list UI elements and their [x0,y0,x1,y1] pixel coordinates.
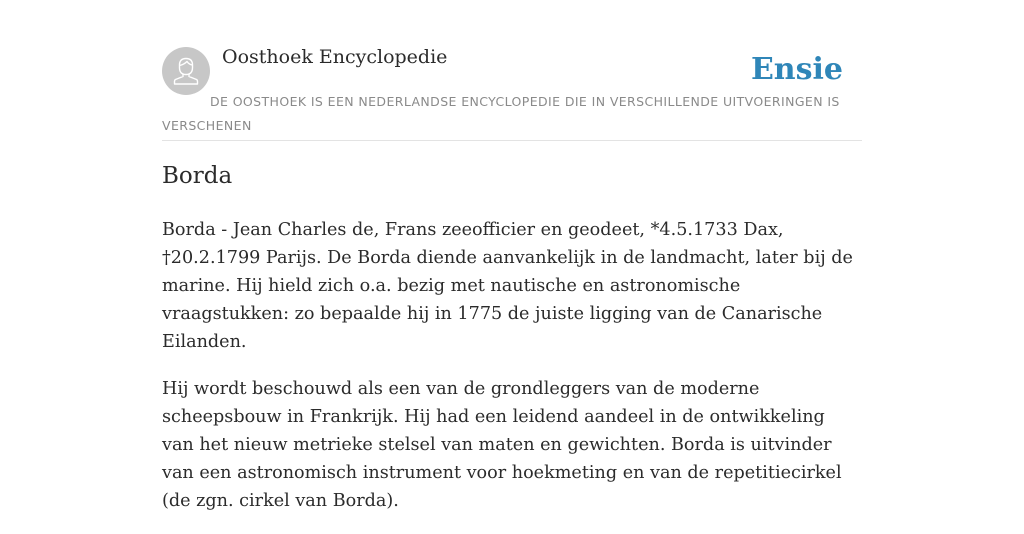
user-icon [162,47,210,95]
site-tagline: DE OOSTHOEK IS EEN NEDERLANDSE ENCYCLOPEDIE DIE IN VERSCHILLENDE UITVOERINGEN IS VERSCHENEN [162,94,840,133]
article-paragraph: Hij wordt beschouwd als een van de grondleggers van de moderne scheepsbouw in Frankrijk. Hij had een leidend aandeel in de ontwikkeling van het nieuw metrieke stelsel van maten en gewichten. Borda is uitvinder van een astronomisch instrument voor hoekmeting en van de repetitiecirkel (de zgn. cirkel van Borda). [162,379,842,511]
article-body [162,216,862,534]
page [162,0,862,511]
site-name[interactable]: Oosthoek Encyclopedie [222,46,448,68]
article-title: Borda [162,163,233,189]
article-paragraph: Borda - Jean Charles de, Frans zeeofficier en geodeet, *4.5.1733 Dax, †20.2.1799 Parijs. De Borda diende aanvankelijk in de landmacht, later bij de marine. Hij hield zich o.a. bezig met nautische en astronomische vraagstukken: zo bepaalde hij in 1775 de juiste ligging van de Canarische Eilanden. [162,220,853,352]
avatar[interactable] [162,47,210,95]
brand-logo[interactable]: Ensie [750,52,843,87]
header [162,0,862,141]
